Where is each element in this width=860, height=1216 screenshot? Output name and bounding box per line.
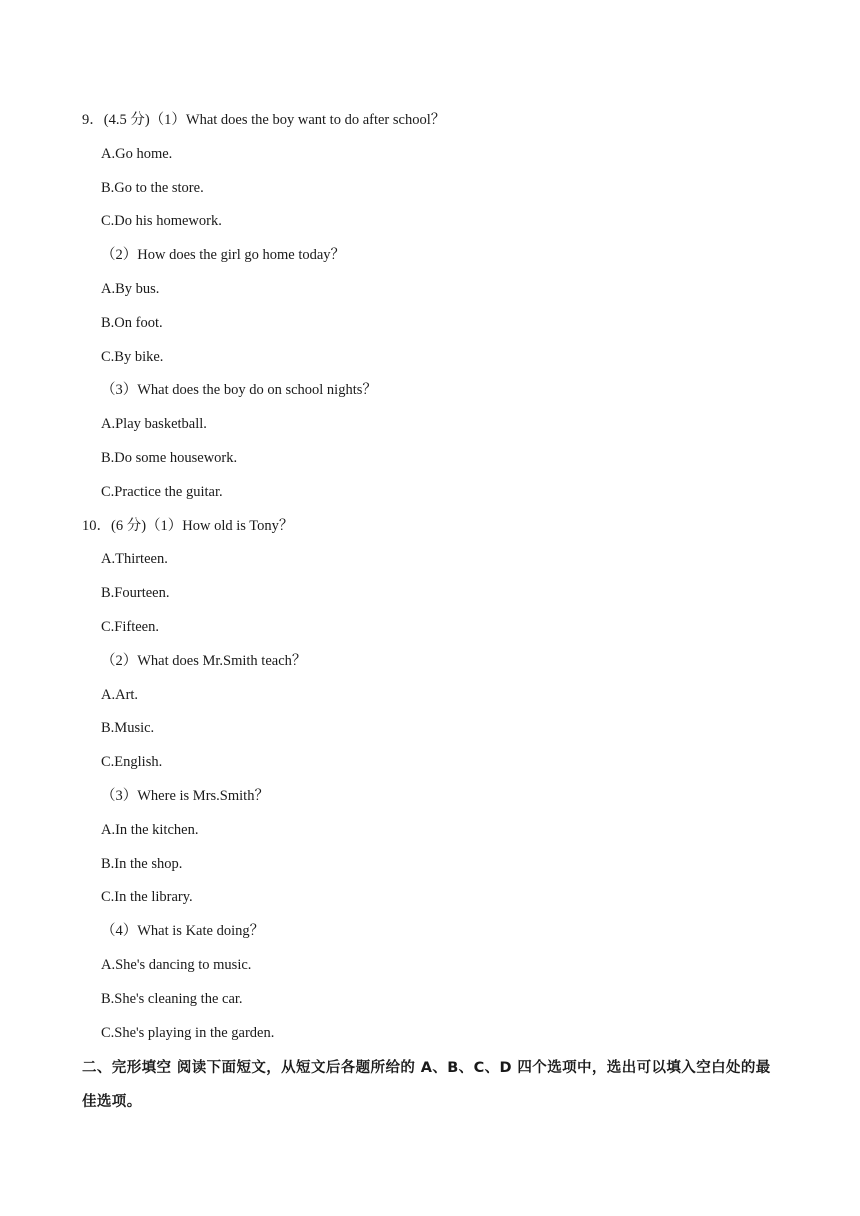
q10-3-option-b: B.In the shop. [101, 855, 183, 872]
q10-1-option-c: C.Fifteen. [101, 618, 159, 635]
q9-1-option-a: A.Go home. [101, 145, 173, 162]
question-9-header: 9．(4.5 分)（1）What does the boy want to do after school？ [82, 112, 446, 128]
q9-2-option-c: C.By bike. [101, 348, 164, 365]
q9-3-option-a: A.Play basketball. [101, 416, 207, 433]
q10-4-option-b: B.She's cleaning the car. [101, 990, 243, 1007]
q9-3-option-c: C.Practice the guitar. [101, 483, 223, 500]
q9-2-option-a: A.By bus. [101, 280, 160, 297]
q10-3-option-a: A.In the kitchen. [101, 821, 199, 838]
q10-1-option-a: A.Thirteen. [101, 551, 168, 568]
section-heading-cloze: 二、完形填空 阅读下面短文，从短文后各题所给的 A、B、C、D 四个选项中，选出可以填入空白处的最佳选项。 [82, 1060, 771, 1110]
q9-2-option-b: B.On foot. [101, 314, 163, 331]
q9-1-option-c: C.Do his homework. [101, 213, 222, 230]
q10-3-option-c: C.In the library. [101, 889, 193, 906]
q10-4-option-a: A.She's dancing to music. [101, 956, 252, 973]
q10-2-header: （2）What does Mr.Smith teach？ [101, 652, 307, 669]
q10-2-option-c: C.English. [101, 754, 163, 771]
q10-2-option-a: A.Art. [101, 686, 139, 703]
q9-3-option-b: B.Do some housework. [101, 449, 238, 466]
q9-2-header: （2）How does the girl go home today？ [101, 247, 346, 264]
question-list [0, 106, 860, 1052]
q10-4-option-c: C.She's playing in the garden. [101, 1024, 275, 1041]
q10-2-option-b: B.Music. [101, 720, 155, 737]
q9-1-option-b: B.Go to the store. [101, 179, 204, 196]
q10-4-header: （4）What is Kate doing？ [101, 923, 265, 940]
q9-3-header: （3）What does the boy do on school nights？ [101, 382, 377, 399]
question-10-header: 10．(6 分)（1）How old is Tony？ [82, 517, 294, 534]
q10-3-header: （3）Where is Mrs.Smith？ [101, 787, 269, 804]
q10-1-option-b: B.Fourteen. [101, 585, 170, 602]
